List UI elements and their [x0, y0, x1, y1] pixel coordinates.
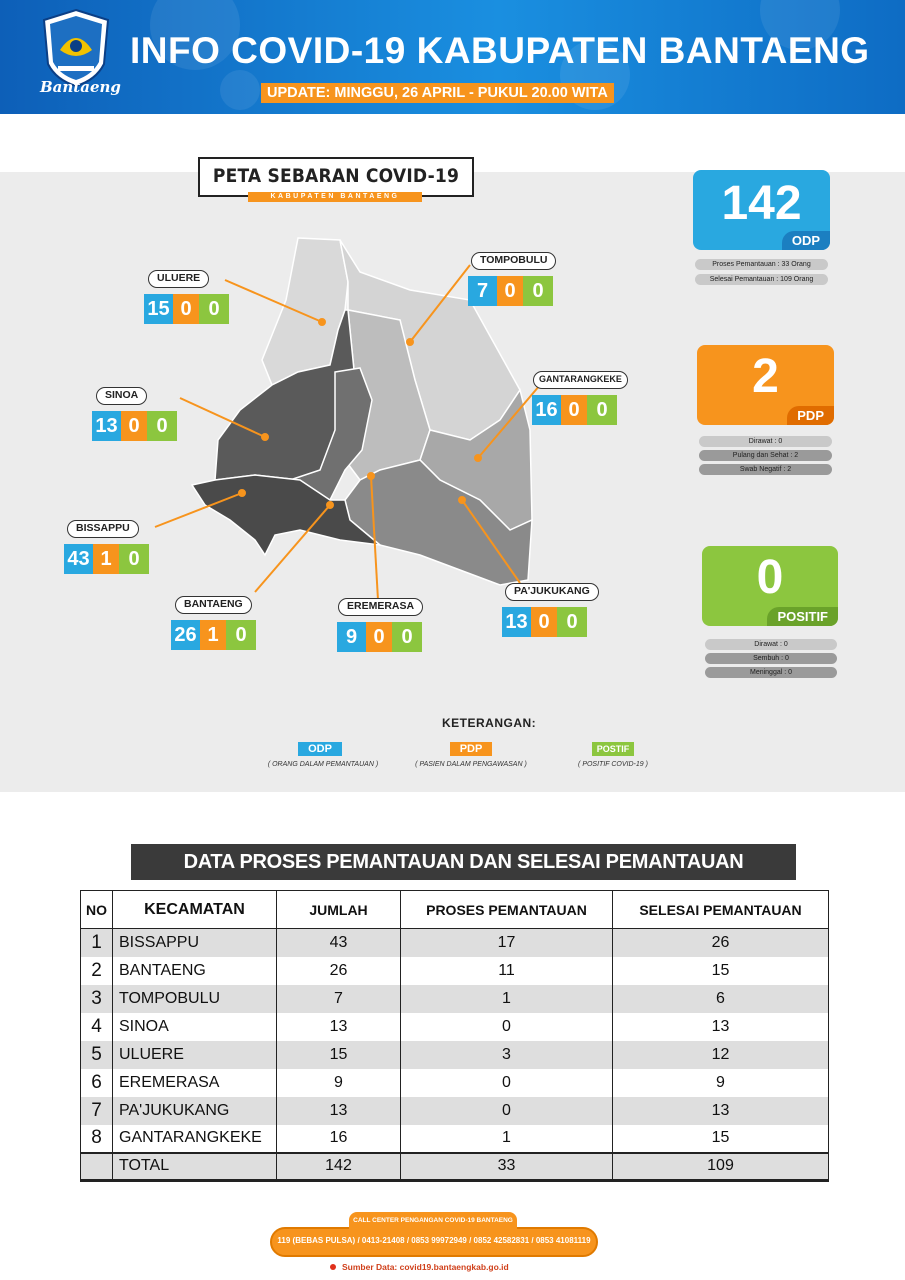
positif-count: 0	[119, 544, 149, 574]
cell-proses: 3	[401, 1041, 613, 1069]
cell-jumlah: 26	[277, 957, 401, 985]
cell-selesai: 6	[613, 985, 829, 1013]
update-badge: UPDATE: MINGGU, 26 APRIL - PUKUL 20.00 WITA	[261, 83, 614, 103]
cell-jumlah: 16	[277, 1125, 401, 1153]
call-center-numbers: 119 (BEBAS PULSA) / 0413-21408 / 0853 99972949 / 0852 42582831 / 0853 41081119	[277, 1236, 591, 1245]
odp-count: 13	[502, 607, 531, 637]
col-header-jumlah: JUMLAH	[277, 891, 401, 929]
cell-selesai: 9	[613, 1069, 829, 1097]
col-header-proses: PROSES PEMANTAUAN	[401, 891, 613, 929]
cell-proses: 0	[401, 1069, 613, 1097]
cell-selesai: 15	[613, 957, 829, 985]
cell-no	[81, 1153, 113, 1181]
cell-jumlah: 13	[277, 1013, 401, 1041]
region-counts-gantarangkeke	[532, 395, 617, 425]
legend-pdp: PDP	[450, 742, 492, 756]
pdp-count: 0	[561, 395, 587, 425]
table-title: DATA PROSES PEMANTAUAN DAN SELESAI PEMANTAUAN	[131, 844, 796, 880]
cell-selesai: 15	[613, 1125, 829, 1153]
pdp-count: 0	[531, 607, 557, 637]
odp-count: 26	[171, 620, 200, 650]
region-label-pajukukang: PA'JUKUKANG	[505, 583, 599, 601]
pdp-tag: PDP	[787, 406, 834, 425]
positif-count: 0	[587, 395, 617, 425]
cell-proses: 0	[401, 1013, 613, 1041]
cell-selesai: 109	[613, 1153, 829, 1181]
cell-kecamatan: EREMERASA	[113, 1069, 277, 1097]
table-row	[81, 929, 829, 957]
odp-count: 9	[337, 622, 366, 652]
cell-jumlah: 142	[277, 1153, 401, 1181]
map-subtitle: KABUPATEN BANTAENG	[248, 192, 422, 202]
monitoring-table	[80, 890, 829, 1182]
odp-total: 142	[721, 177, 802, 230]
legend-positif: POSTIF	[592, 742, 634, 756]
cell-kecamatan: ULUERE	[113, 1041, 277, 1069]
cell-jumlah: 43	[277, 929, 401, 957]
region-label-tompobulu: TOMPOBULU	[471, 252, 556, 270]
cell-kecamatan: PA'JUKUKANG	[113, 1097, 277, 1125]
legend-odp-desc: ( ORANG DALAM PEMANTAUAN )	[267, 761, 379, 768]
pdp-card	[697, 345, 834, 425]
cell-proses: 17	[401, 929, 613, 957]
cell-jumlah: 13	[277, 1097, 401, 1125]
pdp-count: 0	[173, 294, 199, 324]
cell-jumlah: 9	[277, 1069, 401, 1097]
cell-jumlah: 7	[277, 985, 401, 1013]
cell-proses: 1	[401, 985, 613, 1013]
region-label-uluere: ULUERE	[148, 270, 209, 288]
region-counts-bissappu	[64, 544, 149, 574]
cell-kecamatan: BISSAPPU	[113, 929, 277, 957]
region-counts-eremerasa	[337, 622, 422, 652]
pdp-detail: Dirawat : 0	[699, 436, 832, 447]
cell-jumlah: 15	[277, 1041, 401, 1069]
cell-selesai: 13	[613, 1097, 829, 1125]
odp-count: 7	[468, 276, 497, 306]
cell-no: 8	[81, 1125, 113, 1153]
cell-selesai: 13	[613, 1013, 829, 1041]
positif-count: 0	[557, 607, 587, 637]
region-label-bantaeng: BANTAENG	[175, 596, 252, 614]
table-row	[81, 1069, 829, 1097]
region-counts-sinoa	[92, 411, 177, 441]
cell-kecamatan: GANTARANGKEKE	[113, 1125, 277, 1153]
bullet-icon	[330, 1264, 336, 1270]
region-label-bissappu: BISSAPPU	[67, 520, 139, 538]
positif-tag: POSITIF	[767, 607, 838, 626]
cell-selesai: 26	[613, 929, 829, 957]
pdp-count: 1	[200, 620, 226, 650]
positif-card	[702, 546, 838, 626]
odp-count: 15	[144, 294, 173, 324]
positif-total: 0	[756, 551, 784, 604]
region-label-sinoa: SINOA	[96, 387, 147, 405]
call-center-title: CALL CENTER PENGANGAN COVID-19 BANTAENG	[349, 1212, 517, 1230]
positif-detail: Dirawat : 0	[705, 639, 837, 650]
region-counts-pajukukang	[502, 607, 587, 637]
odp-detail: Selesai Pemantauan : 109 Orang	[695, 274, 828, 285]
odp-count: 16	[532, 395, 561, 425]
pdp-count: 0	[366, 622, 392, 652]
cell-no: 5	[81, 1041, 113, 1069]
odp-detail: Proses Pemantauan : 33 Orang	[695, 259, 828, 270]
odp-card	[693, 170, 830, 250]
cell-proses: 0	[401, 1097, 613, 1125]
region-label-gantarangkeke: GANTARANGKEKE	[533, 371, 628, 389]
legend-pdp-desc: ( PASIEN DALAM PENGAWASAN )	[415, 761, 527, 768]
data-source	[330, 1262, 509, 1272]
cell-kecamatan: SINOA	[113, 1013, 277, 1041]
odp-tag: ODP	[782, 231, 830, 250]
map-title: PETA SEBARAN COVID-19	[212, 165, 460, 187]
pdp-detail: Pulang dan Sehat : 2	[699, 450, 832, 461]
cell-no: 6	[81, 1069, 113, 1097]
table-row	[81, 1013, 829, 1041]
pdp-total: 2	[752, 350, 779, 403]
positif-count: 0	[199, 294, 229, 324]
odp-count: 13	[92, 411, 121, 441]
cell-no: 3	[81, 985, 113, 1013]
table-row	[81, 957, 829, 985]
total-row	[81, 1153, 829, 1181]
table-header-row	[81, 891, 829, 929]
legend-title: KETERANGAN:	[442, 716, 537, 730]
pdp-count: 1	[93, 544, 119, 574]
pdp-count: 0	[121, 411, 147, 441]
cell-kecamatan: TOMPOBULU	[113, 985, 277, 1013]
col-header-no: NO	[81, 891, 113, 929]
region-counts-tompobulu	[468, 276, 553, 306]
cell-kecamatan: BANTAENG	[113, 957, 277, 985]
cell-no: 2	[81, 957, 113, 985]
positif-count: 0	[392, 622, 422, 652]
legend-odp: ODP	[298, 742, 342, 756]
positif-count: 0	[147, 411, 177, 441]
positif-count: 0	[523, 276, 553, 306]
table-row	[81, 1125, 829, 1153]
data-source-text: Sumber Data: covid19.bantaengkab.go.id	[342, 1262, 509, 1272]
cell-proses: 11	[401, 957, 613, 985]
cell-no: 4	[81, 1013, 113, 1041]
col-header-kecamatan: KECAMATAN	[113, 891, 277, 929]
odp-count: 43	[64, 544, 93, 574]
positif-detail: Sembuh : 0	[705, 653, 837, 664]
col-header-selesai: SELESAI PEMANTAUAN	[613, 891, 829, 929]
pdp-detail: Swab Negatif : 2	[699, 464, 832, 475]
logo-text: Bantaeng	[40, 78, 121, 96]
table-row	[81, 1097, 829, 1125]
region-counts-bantaeng	[171, 620, 256, 650]
positif-detail: Meninggal : 0	[705, 667, 837, 678]
cell-no: 7	[81, 1097, 113, 1125]
page-title: INFO COVID-19 KABUPATEN BANTAENG	[130, 30, 870, 71]
table-row	[81, 1041, 829, 1069]
table-row	[81, 985, 829, 1013]
cell-kecamatan: TOTAL	[113, 1153, 277, 1181]
positif-count: 0	[226, 620, 256, 650]
legend-positif-desc: ( POSITIF COVID-19 )	[578, 761, 648, 768]
cell-selesai: 12	[613, 1041, 829, 1069]
cell-proses: 33	[401, 1153, 613, 1181]
cell-no: 1	[81, 929, 113, 957]
region-label-eremerasa: EREMERASA	[338, 598, 423, 616]
region-counts-uluere	[144, 294, 229, 324]
pdp-count: 0	[497, 276, 523, 306]
cell-proses: 1	[401, 1125, 613, 1153]
